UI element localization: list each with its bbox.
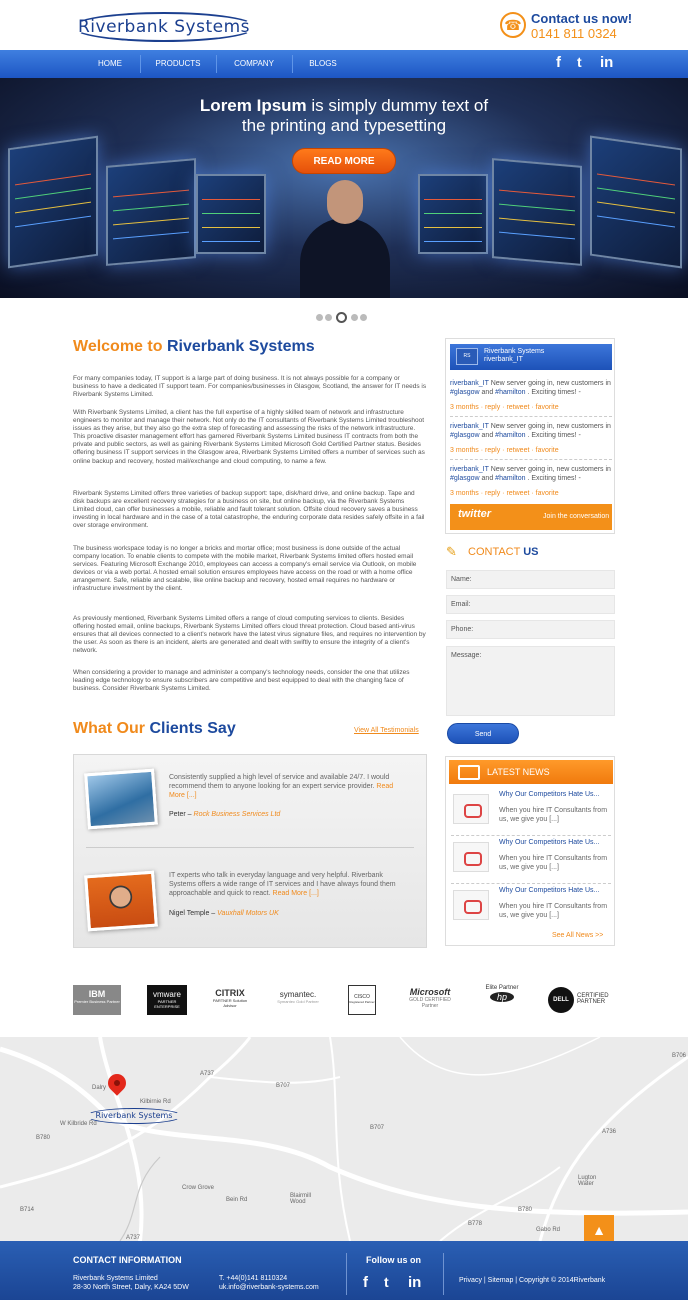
news-item[interactable] bbox=[451, 839, 613, 881]
main-nav bbox=[0, 50, 688, 78]
clients-heading-a: What Our bbox=[73, 720, 145, 737]
partner-name: symantec. bbox=[279, 990, 317, 999]
name-field[interactable]: Name: bbox=[446, 570, 615, 589]
news-item-title[interactable]: Why Our Competitors Hate Us... bbox=[499, 839, 600, 846]
see-all-news-link[interactable]: See All News >> bbox=[552, 932, 604, 939]
news-title: LATEST NEWS bbox=[487, 767, 550, 777]
partner-sub: PARTNER Solution Advisor bbox=[212, 998, 248, 1008]
map-logo: Riverbank Systems bbox=[86, 1108, 182, 1124]
nav-divider bbox=[216, 55, 217, 73]
map-label: A737 bbox=[200, 1071, 215, 1077]
news-thumbnail[interactable] bbox=[453, 794, 489, 824]
welcome-paragraph: When considering a provider to manage and administer a company's technology needs, consider the one that utilizes leading edge technology to ensure subscribers are competitive and best equipped to deal with the changing face of business. Consider Riverbank Systems Limited. bbox=[73, 669, 410, 693]
clients-heading-b: Clients Say bbox=[149, 720, 236, 737]
map-label: Crow Grove bbox=[182, 1185, 215, 1191]
footer-twitter-icon[interactable]: t bbox=[384, 1274, 389, 1290]
map-label: W Kilbride Rd bbox=[60, 1121, 97, 1127]
partner-name: Microsoft bbox=[409, 987, 451, 997]
tweet-text: . Exciting times! - bbox=[527, 432, 581, 439]
read-more-link[interactable]: Read More [...] bbox=[169, 783, 394, 799]
testimonials-box bbox=[73, 754, 427, 948]
monitor-graphic bbox=[8, 136, 98, 269]
testimonial-text bbox=[169, 871, 409, 898]
testimonial-photo bbox=[84, 871, 158, 932]
news-item-title[interactable]: Why Our Competitors Hate Us... bbox=[499, 791, 600, 798]
map-label: B778 bbox=[468, 1221, 483, 1227]
latest-news-widget bbox=[445, 756, 615, 946]
slider-dots bbox=[316, 312, 376, 324]
email-field[interactable]: Email: bbox=[446, 595, 615, 614]
news-divider bbox=[451, 835, 611, 836]
tweet-user[interactable]: riverbank_IT bbox=[450, 380, 489, 387]
welcome-heading-a: Welcome to bbox=[73, 338, 163, 355]
map-label: Blairmill Wood bbox=[290, 1193, 311, 1205]
news-item-text: When you hire IT Consultants from us, we give you [...] bbox=[499, 855, 608, 871]
news-item[interactable] bbox=[451, 791, 613, 833]
monitor-graphic bbox=[590, 136, 682, 269]
tweet-time[interactable]: 3 months bbox=[450, 490, 479, 497]
testimonial-divider bbox=[86, 847, 414, 848]
contact-heading-a: CONTACT bbox=[468, 546, 521, 558]
tweet-divider bbox=[450, 416, 612, 417]
tweet-hashtag[interactable]: #glasgow bbox=[450, 389, 480, 396]
ibm-partner-logo[interactable] bbox=[73, 985, 121, 1015]
hero-title-rest: is simply dummy text of bbox=[311, 96, 489, 115]
partner-name: IBM bbox=[88, 989, 106, 999]
twitter-handle[interactable]: riverbank_IT bbox=[484, 356, 523, 363]
welcome-paragraph: Riverbank Systems Limited offers three varieties of backup support: tape, disk/hard drive, and online backup. Tape and disk backups are excellent recovery strategies for a business on site, but online backup, via the Riverbank Systems Limited cloud, can offer businesses a mobile, reliable and fault tolerant solution. Offsite cloud recovery saves a business investing in local hardware and in the case of a total catastrophe, the enduring corporate data resides safely offsite in a fail over storage environment. bbox=[73, 490, 425, 530]
slider-dot-active[interactable] bbox=[336, 312, 347, 323]
tweet-text: and bbox=[481, 432, 494, 439]
testimonial-author: Nigel Temple – Vauxhall Motors UK bbox=[169, 910, 279, 917]
map-label: B780 bbox=[36, 1135, 51, 1141]
partner-logos bbox=[0, 975, 688, 1025]
map-label: A736 bbox=[602, 1129, 617, 1135]
footer-facebook-icon[interactable]: f bbox=[363, 1274, 368, 1291]
tweet-hashtag[interactable]: #glasgow bbox=[450, 475, 480, 482]
welcome-paragraph: With Riverbank Systems Limited, a client has the full expertise of a highly skilled team of network and infrastructure engineers to monitor and manage their network. Not only do the IT consultants of Riverbank Systems Limited troubleshoot issues as they arise, but they also go the extra step of forecasting and assessing the risks of the network infrastructure. This proactive disaster management effort has garnered Riverbank Systems Limited business IT contracts from both the private and public sectors, as well as gaining Riverbank Systems Limited Microsoft Gold Certified Partner status. Besides offering business IT support services in the Glasgow area, Riverbank Systems Limited offers a number of services such as online backup and recovery, hosted mail/exchange and cloud computing, to name a few. bbox=[73, 409, 425, 465]
tweet-text: . Exciting times! - bbox=[527, 389, 581, 396]
vmware-partner-logo[interactable] bbox=[147, 985, 187, 1015]
logo-text: Riverbank Systems bbox=[77, 17, 251, 37]
tweet-reply-link[interactable]: reply bbox=[485, 447, 501, 454]
tweet-user[interactable]: riverbank_IT bbox=[450, 423, 489, 430]
map-label: B706 bbox=[672, 1053, 687, 1059]
tweet-divider bbox=[450, 459, 612, 460]
hero-title-bold: Lorem Ipsum bbox=[199, 96, 307, 115]
news-header bbox=[449, 760, 613, 784]
pencil-icon: ✎ bbox=[446, 544, 457, 559]
twitter-widget bbox=[445, 338, 615, 534]
partner-name: Elite Partner bbox=[485, 985, 519, 991]
welcome-paragraph: As previously mentioned, Riverbank Systems Limited offers a range of cloud computing services to clients. Besides offering hosted email, online backups, Riverbank Systems Limited offers cloud threat protection. Cloud based anti-virus ensures that all devices connected to a client's network have the latest virus signature files, and requires no intervention by the user. As soon as there is an incident, alerts are generated and dealt with swiftly to ensure the integrity of a client's network. bbox=[73, 615, 426, 655]
footer-company: Riverbank Systems Limited bbox=[73, 1275, 158, 1282]
tweet-favorite-link[interactable]: favorite bbox=[535, 447, 559, 454]
monitor-graphic bbox=[196, 174, 266, 254]
back-to-top-button[interactable]: ▲ bbox=[584, 1215, 614, 1245]
tweet-retweet-link[interactable]: retweet bbox=[506, 490, 530, 497]
tweet-hashtag[interactable]: #hamilton bbox=[495, 389, 526, 396]
partner-sub: Symantec Gold Partner bbox=[277, 999, 319, 1004]
partner-name: vmware bbox=[152, 990, 181, 999]
tweet-text: New server going in, new customers in bbox=[490, 423, 611, 430]
tweet-favorite-link[interactable]: favorite bbox=[535, 404, 559, 411]
welcome-heading-b: Riverbank Systems bbox=[166, 338, 315, 355]
author-company[interactable]: Vauxhall Motors UK bbox=[217, 910, 279, 917]
footer-title: CONTACT INFORMATION bbox=[73, 1255, 182, 1265]
read-more-button[interactable]: READ MORE bbox=[292, 148, 396, 174]
send-button[interactable]: Send bbox=[447, 723, 519, 744]
map-label: Lugton Water bbox=[578, 1175, 597, 1187]
partner-name: DELL bbox=[548, 987, 574, 1013]
map-label: B780 bbox=[518, 1207, 533, 1213]
partner-sub: PARTNER ENTERPRISE bbox=[154, 999, 180, 1009]
monitor-graphic bbox=[418, 174, 488, 254]
partner-sub: GOLD CERTIFIED Partner bbox=[409, 997, 451, 1009]
tweet bbox=[450, 379, 612, 412]
map-label: B707 bbox=[370, 1125, 385, 1131]
welcome-paragraph: For many companies today, IT support is a large part of doing business. It is not always possible for a company or business to have a dedicated IT support team. For companies/businesses in Glasgow, Scotland, the answer for IT needs is Riverbank Systems Limited. bbox=[73, 375, 427, 399]
footer-divider bbox=[346, 1253, 347, 1295]
author-company[interactable]: Rock Business Services Ltd bbox=[193, 811, 281, 818]
testimonial-photo bbox=[84, 769, 158, 830]
tweet-retweet-link[interactable]: retweet bbox=[506, 404, 530, 411]
footer-address: 28-30 North Street, Dalry, KA24 5DW bbox=[73, 1284, 189, 1291]
nav-home[interactable]: HOME bbox=[98, 59, 122, 68]
tweet-time[interactable]: 3 months bbox=[450, 404, 479, 411]
header-phone[interactable]: 0141 811 0324 bbox=[531, 26, 617, 41]
symantec-partner-logo[interactable] bbox=[270, 985, 326, 1015]
businessman-head bbox=[327, 180, 363, 224]
tweet-actions: 3 months · reply · retweet · favorite bbox=[450, 490, 559, 497]
testimonial-text bbox=[169, 773, 409, 800]
tweet-hashtag[interactable]: #hamilton bbox=[495, 475, 526, 482]
news-item-text: When you hire IT Consultants from us, we give you [...] bbox=[499, 807, 608, 823]
read-more-link[interactable]: Read More [...] bbox=[272, 890, 319, 897]
contact-heading bbox=[468, 546, 539, 558]
contact-now-label: Contact us now! bbox=[531, 11, 633, 26]
site-footer bbox=[0, 1241, 688, 1300]
partner-sub: Premier Business Partner bbox=[74, 999, 120, 1004]
businessman-figure bbox=[300, 218, 390, 298]
tweet-user[interactable]: riverbank_IT bbox=[450, 466, 489, 473]
dell-partner-logo[interactable] bbox=[548, 985, 616, 1015]
footer-divider bbox=[443, 1253, 444, 1295]
news-divider bbox=[451, 883, 611, 884]
tweet-text: New server going in, new customers in bbox=[490, 380, 611, 387]
testimonial-author: Peter – Rock Business Services Ltd bbox=[169, 811, 281, 818]
join-conversation-link[interactable]: Join the conversation bbox=[543, 513, 610, 520]
newspaper-icon bbox=[458, 765, 480, 780]
footer-email[interactable]: uk.info@riverbank-systems.com bbox=[219, 1284, 319, 1291]
twitter-avatar[interactable]: RS bbox=[456, 348, 478, 365]
monitor-graphic bbox=[492, 158, 582, 266]
tweet-actions: 3 months · reply · retweet · favorite bbox=[450, 404, 559, 411]
tweet-text: and bbox=[481, 389, 494, 396]
news-thumbnail[interactable] bbox=[453, 890, 489, 920]
nav-products[interactable]: PRODUCTS bbox=[155, 59, 201, 68]
welcome-paragraph: The business workspace today is no longer a bricks and mortar office; most business is done outside of the actual company location. To enable clients to compete with the mobile market, Riverbank Systems limited offers hosted email services. Featuring Microsoft Exchange 2010, employees can access a company's email service via Outlook, on mobile devices or via a web portal. A hosted email solution ensures employees have access on the road or with a home office arrangement. Safe, reliable and scalable, like online backup and recovery, hosted email requires no hardware or infrastructure investment by the client. bbox=[73, 545, 417, 593]
linkedin-icon[interactable]: in bbox=[600, 54, 614, 71]
map-label: Kilbirnie Rd bbox=[140, 1099, 171, 1105]
slider-dot[interactable] bbox=[351, 314, 358, 321]
testimonial-quote: Consistently supplied a high level of service and available 24/7. I would recommend them to anyone looking for an expert service provider. bbox=[169, 774, 390, 790]
footer-linkedin-icon[interactable]: in bbox=[408, 1274, 422, 1291]
tweet-retweet-link[interactable]: retweet bbox=[506, 447, 530, 454]
news-thumbnail[interactable] bbox=[453, 842, 489, 872]
site-header bbox=[0, 0, 688, 50]
hero-title bbox=[100, 96, 588, 136]
phone-field[interactable]: Phone: bbox=[446, 620, 615, 639]
hp-partner-logo[interactable] bbox=[478, 985, 526, 1015]
contact-heading-b: US bbox=[523, 546, 539, 558]
twitter-join-bar[interactable] bbox=[450, 504, 612, 530]
twitter-header bbox=[450, 344, 612, 370]
news-item[interactable] bbox=[451, 887, 613, 929]
footer-links[interactable]: Privacy | Sitemap | Copyright © 2014Riverbank bbox=[459, 1277, 606, 1284]
footer-phone[interactable]: T. +44(0)141 8110324 bbox=[219, 1275, 288, 1282]
facebook-icon[interactable]: f bbox=[556, 54, 561, 71]
map-label: Dalry bbox=[92, 1085, 107, 1091]
twitter-account-name[interactable]: Riverbank Systems bbox=[484, 348, 545, 355]
tweet-reply-link[interactable]: reply bbox=[485, 404, 501, 411]
twitter-logo: twitter bbox=[458, 508, 491, 520]
map-pin-dot bbox=[114, 1080, 120, 1086]
nav-divider bbox=[140, 55, 141, 73]
tweet-time[interactable]: 3 months bbox=[450, 447, 479, 454]
news-item-title[interactable]: Why Our Competitors Hate Us... bbox=[499, 887, 600, 894]
map-label: B707 bbox=[276, 1083, 291, 1089]
partner-name: CISCO bbox=[354, 994, 370, 1000]
clients-heading bbox=[73, 720, 236, 738]
partner-sub: CERTIFIED PARTNER bbox=[577, 993, 609, 1005]
microsoft-partner-logo[interactable] bbox=[404, 985, 456, 1015]
site-logo[interactable] bbox=[72, 12, 256, 42]
cisco-partner-logo[interactable] bbox=[348, 985, 376, 1015]
citrix-partner-logo[interactable] bbox=[210, 985, 250, 1015]
tweet bbox=[450, 422, 612, 455]
map-label: Bein Rd bbox=[226, 1197, 248, 1203]
tweet-reply-link[interactable]: reply bbox=[485, 490, 501, 497]
tweet-actions: 3 months · reply · retweet · favorite bbox=[450, 447, 559, 454]
map-label: A737 bbox=[126, 1235, 141, 1241]
partner-sub: Registered Partner bbox=[349, 1000, 375, 1004]
nav-blogs[interactable]: BLOGS bbox=[309, 59, 337, 68]
welcome-heading bbox=[73, 338, 315, 356]
author-name: Nigel Temple bbox=[169, 910, 210, 917]
slider-dot[interactable] bbox=[316, 314, 323, 321]
tweet-hashtag[interactable]: #hamilton bbox=[495, 432, 526, 439]
partner-sub: hp bbox=[490, 992, 514, 1002]
author-name: Peter bbox=[169, 811, 186, 818]
twitter-icon[interactable]: t bbox=[577, 54, 582, 70]
hero-title-line2: the printing and typesetting bbox=[241, 116, 447, 135]
news-item-text: When you hire IT Consultants from us, we give you [...] bbox=[499, 903, 608, 919]
tweet-text: . Exciting times! - bbox=[527, 475, 581, 482]
map-label: Gabo Rd bbox=[536, 1227, 561, 1233]
nav-divider bbox=[292, 55, 293, 73]
nav-company[interactable]: COMPANY bbox=[234, 59, 274, 68]
map-label: B714 bbox=[20, 1207, 35, 1213]
slider-dot[interactable] bbox=[360, 314, 367, 321]
tweet-hashtag[interactable]: #glasgow bbox=[450, 432, 480, 439]
testimonial-quote: IT experts who talk in everyday language and very helpful. Riverbank Systems offers a wide range of IT services and I have always found them approachable and quick to react. bbox=[169, 872, 396, 897]
tweet-text: New server going in, new customers in bbox=[490, 466, 611, 473]
slider-dot[interactable] bbox=[325, 314, 332, 321]
map-roads bbox=[0, 1037, 688, 1241]
tweet-favorite-link[interactable]: favorite bbox=[535, 490, 559, 497]
tweet-text: and bbox=[481, 475, 494, 482]
location-map[interactable] bbox=[0, 1037, 688, 1241]
phone-icon: ☎ bbox=[500, 12, 526, 38]
follow-us-label: Follow us on bbox=[366, 1255, 421, 1265]
partner-name: CITRIX bbox=[215, 988, 245, 998]
message-field[interactable]: Message: bbox=[446, 646, 615, 716]
tweet bbox=[450, 465, 612, 498]
monitor-graphic bbox=[106, 158, 196, 266]
view-all-testimonials-link[interactable]: View All Testimonials bbox=[354, 727, 419, 734]
